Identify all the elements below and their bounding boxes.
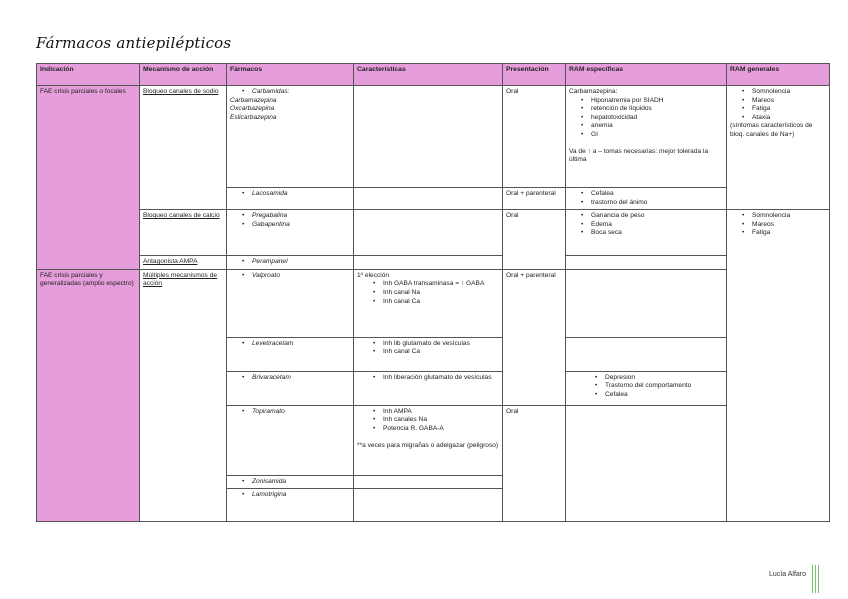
ram-specific-calcium bbox=[566, 210, 727, 256]
drug-topiramato bbox=[227, 405, 354, 475]
list-item: • retención de líquidos bbox=[591, 105, 723, 114]
presentation-multiple: Oral + parenteral bbox=[503, 269, 566, 405]
drug-carbamidas-label: • Carbamidas: bbox=[252, 88, 350, 97]
drug-lacosamida bbox=[227, 188, 354, 210]
drug-carbamidas bbox=[227, 86, 354, 188]
ram-general-calcium bbox=[727, 210, 830, 256]
list-item: • Edema bbox=[591, 221, 723, 230]
header-ram-especificas: RAM específicas bbox=[566, 64, 727, 86]
features-valproato bbox=[354, 269, 503, 337]
list-item: • Cefalea bbox=[591, 190, 723, 199]
list-item: • Inh canales Na bbox=[383, 416, 499, 425]
list-item: • Gabapentina bbox=[252, 221, 350, 230]
list-item: • Inh canal Na bbox=[383, 289, 499, 298]
ram-general-note: (síntomas característicos de bloq. canales de Na+) bbox=[730, 122, 813, 138]
list-item: • Somnolencia bbox=[752, 88, 826, 97]
list-item: • Mareos bbox=[752, 97, 826, 106]
ram-specific-topiramato bbox=[566, 405, 727, 522]
features-lacosamida bbox=[354, 188, 503, 210]
indication-focal: FAE crisis parciales o focales bbox=[37, 86, 140, 270]
mechanism-multiple: Múltiples mecanismos de acción bbox=[140, 269, 227, 522]
presentation-lacosamida: Oral + parenteral bbox=[503, 188, 566, 210]
ram-carba-head: Carbamazepina: bbox=[569, 88, 618, 95]
list-item: • Inh AMPA bbox=[383, 408, 499, 417]
list-item: • Inh liberación glutamato de vesículas bbox=[383, 374, 499, 383]
header-caracteristicas: Características bbox=[354, 64, 503, 86]
list-item: • Valproato bbox=[252, 272, 350, 281]
list-item: • Ganancia de peso bbox=[591, 212, 723, 221]
features-calcium bbox=[354, 210, 503, 256]
ram-general-sodium bbox=[727, 86, 830, 210]
ram-specific-carbamazepina bbox=[566, 86, 727, 188]
list-item: • Trastorno del comportamento bbox=[605, 382, 723, 391]
mechanism-calcium: Bloqueo canales de calcio bbox=[140, 210, 227, 256]
list-item: • hepatotoxicidad bbox=[591, 114, 723, 123]
features-carbamidas bbox=[354, 86, 503, 188]
ram-general-empty bbox=[727, 256, 830, 522]
header-indicacion: Indicación bbox=[37, 64, 140, 86]
decorative-bars bbox=[812, 565, 820, 593]
list-item: • Fatiga bbox=[752, 229, 826, 238]
table-row bbox=[37, 269, 830, 337]
list-item: • Mareos bbox=[752, 221, 826, 230]
ram-specific-perampanel bbox=[566, 256, 727, 270]
list-item: • Cefalea bbox=[605, 391, 723, 400]
ram-specific-lacosamida bbox=[566, 188, 727, 210]
drug-valproato bbox=[227, 269, 354, 337]
list-item: • Inh lib glutamato de vesículas bbox=[383, 340, 499, 349]
list-item: • Fatiga bbox=[752, 105, 826, 114]
mechanism-ampa: Antagonista AMPA bbox=[140, 256, 227, 270]
drug-eslicarbazepina: Eslicarbazepina bbox=[230, 113, 277, 121]
drug-carbamazepina: Carbamazepina bbox=[230, 96, 277, 104]
list-item: • anemia bbox=[591, 122, 723, 131]
table-row bbox=[37, 210, 830, 256]
header-farmacos: Fármacos bbox=[227, 64, 354, 86]
drug-table bbox=[36, 63, 830, 522]
drug-lamotrigina bbox=[227, 489, 354, 522]
features-valproato-head: 1º elección bbox=[357, 271, 390, 279]
presentation-calcium: Oral bbox=[503, 210, 566, 270]
list-item: • Boca seca bbox=[591, 229, 723, 238]
presentation-topiramato: Oral bbox=[503, 405, 566, 522]
features-topiramato-note: **a veces para migrañas o adelgazar (peligroso) bbox=[357, 441, 499, 449]
list-item: • Hiponatremia por SIADH bbox=[591, 97, 723, 106]
indication-wide: FAE crisis parciales y generalizadas (amplio espectro) bbox=[37, 269, 140, 522]
list-item: • Inh GABA transaminasa = ↑ GABA bbox=[383, 280, 499, 289]
drug-perampanel bbox=[227, 256, 354, 270]
features-topiramato bbox=[354, 405, 503, 475]
features-lamotrigina bbox=[354, 489, 503, 522]
list-item: • Lamotrigina bbox=[252, 491, 350, 500]
header-presentacion: Presentación bbox=[503, 64, 566, 86]
features-zonisamida bbox=[354, 475, 503, 489]
author-name: Lucía Alfaro bbox=[769, 571, 806, 578]
list-item: • Inh canal Ca bbox=[383, 298, 499, 307]
page-title: Fármacos antiepilépticos bbox=[36, 34, 232, 52]
list-item: • Potencia R. GABA-A bbox=[383, 425, 499, 434]
header-mecanismo: Mecanismo de acción bbox=[140, 64, 227, 86]
drug-zonisamida bbox=[227, 475, 354, 489]
list-item: • Lacosamida bbox=[252, 190, 350, 199]
list-item: • Brivaracetam bbox=[252, 374, 350, 383]
ram-specific-levetiracetam bbox=[566, 337, 727, 371]
list-item: • Somnolencia bbox=[752, 212, 826, 221]
features-perampanel bbox=[354, 256, 503, 270]
drug-levetiracetam bbox=[227, 337, 354, 371]
table-row bbox=[37, 86, 830, 188]
mechanism-sodium: Bloqueo canales de sodio bbox=[140, 86, 227, 210]
list-item: • Levetiracetam bbox=[252, 340, 350, 349]
drug-calcium-group bbox=[227, 210, 354, 256]
list-item: • Topiramato bbox=[252, 408, 350, 417]
presentation-carbamidas: Oral bbox=[503, 86, 566, 188]
table-row bbox=[37, 256, 830, 270]
list-item: • Ataxia bbox=[752, 114, 826, 123]
list-item: • trastorno del ánimo bbox=[591, 199, 723, 208]
table-header-row bbox=[37, 64, 830, 86]
ram-carba-note: Va de ↑ a – tomas necesarias: mejor tolerada la última bbox=[569, 147, 709, 164]
features-levetiracetam bbox=[354, 337, 503, 371]
header-ram-generales: RAM generales bbox=[727, 64, 830, 86]
list-item: • Zonisamida bbox=[252, 478, 350, 487]
list-item: • Perampanel bbox=[252, 258, 350, 267]
ram-specific-brivaracetam bbox=[566, 371, 727, 405]
ram-specific-valproato bbox=[566, 269, 727, 337]
list-item: • Pregabalina bbox=[252, 212, 350, 221]
list-item: • GI bbox=[591, 131, 723, 140]
drug-oxcarbazepina: Oxcarbazepina bbox=[230, 105, 275, 113]
list-item: • Depresion bbox=[605, 374, 723, 383]
list-item: • Inh canal Ca bbox=[383, 348, 499, 357]
features-brivaracetam bbox=[354, 371, 503, 405]
drug-brivaracetam bbox=[227, 371, 354, 405]
